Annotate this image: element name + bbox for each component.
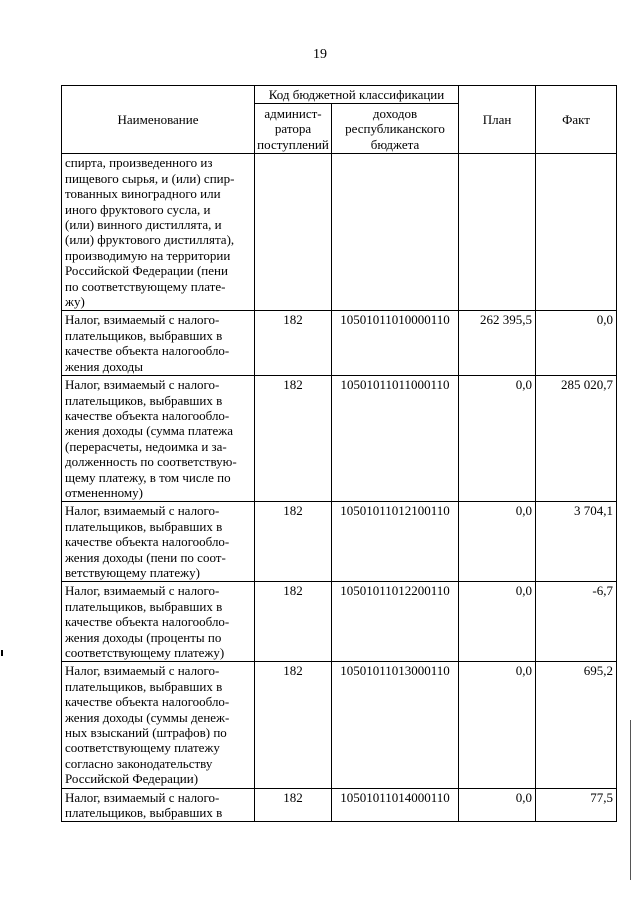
row-fact-cell: 77,5	[536, 788, 617, 822]
row-name-cell: спирта, произведенного из пищевого сырья, и (или) спир- тованных виноградного или иного фруктового сусла, и (или) винного дистиллята, и (или) фруктового дистиллята), производимую на территории Российской Федерации (пени по соответствующему плате- жу)	[62, 154, 255, 311]
row-name-cell: Налог, взимаемый с налого- плательщиков, выбравших в качестве объекта налогообло- жения доходы (сумма платежа (перерасчеты, недоимка и за- долженность по соответствую- щему платежу, в том числе по отмененному)	[62, 376, 255, 502]
table-row	[62, 582, 617, 662]
row-admin-code-cell: 182	[255, 788, 332, 822]
row-income-code-cell: 10501011013000110	[332, 662, 459, 788]
row-admin-code-cell	[255, 154, 332, 311]
row-fact-cell: 695,2	[536, 662, 617, 788]
row-fact-cell: 285 020,7	[536, 376, 617, 502]
row-plan-cell: 262 395,5	[459, 311, 536, 376]
row-fact-cell: 3 704,1	[536, 502, 617, 582]
row-fact-cell: 0,0	[536, 311, 617, 376]
table-row	[62, 662, 617, 788]
header-plan: План	[459, 86, 536, 154]
row-plan-cell: 0,0	[459, 376, 536, 502]
row-income-code-cell: 10501011012100110	[332, 502, 459, 582]
row-plan-cell: 0,0	[459, 788, 536, 822]
page-number: 19	[313, 47, 327, 62]
row-income-code-cell: 10501011011000110	[332, 376, 459, 502]
row-name-cell: Налог, взимаемый с налого- плательщиков, выбравших в	[62, 788, 255, 822]
row-fact-cell: -6,7	[536, 582, 617, 662]
row-plan-cell: 0,0	[459, 502, 536, 582]
table-row	[62, 788, 617, 822]
row-plan-cell	[459, 154, 536, 311]
budget-table	[61, 85, 617, 822]
row-income-code-cell: 10501011014000110	[332, 788, 459, 822]
row-income-code-cell	[332, 154, 459, 311]
row-plan-cell: 0,0	[459, 662, 536, 788]
row-admin-code-cell: 182	[255, 662, 332, 788]
scan-edge-line	[630, 720, 631, 880]
margin-mark	[1, 650, 3, 656]
row-fact-cell	[536, 154, 617, 311]
header-admin: админист- ратора поступлений	[255, 104, 332, 154]
header-fact: Факт	[536, 86, 617, 154]
header-name: Наименование	[62, 86, 255, 154]
row-name-cell: Налог, взимаемый с налого- плательщиков, выбравших в качестве объекта налогообло- жения доходы (пени по соот- ветствующему платежу)	[62, 502, 255, 582]
table-row	[62, 502, 617, 582]
row-admin-code-cell: 182	[255, 502, 332, 582]
header-income: доходов республиканского бюджета	[332, 104, 459, 154]
row-name-cell: Налог, взимаемый с налого- плательщиков, выбравших в качестве объекта налогообло- жения доходы (проценты по соответствующему платежу)	[62, 582, 255, 662]
row-income-code-cell: 10501011012200110	[332, 582, 459, 662]
row-plan-cell: 0,0	[459, 582, 536, 662]
row-admin-code-cell: 182	[255, 311, 332, 376]
row-income-code-cell: 10501011010000110	[332, 311, 459, 376]
header-budget-code: Код бюджетной классификации	[255, 86, 459, 104]
row-admin-code-cell: 182	[255, 582, 332, 662]
table-row	[62, 311, 617, 376]
row-name-cell: Налог, взимаемый с налого- плательщиков, выбравших в качестве объекта налогообло- жения доходы	[62, 311, 255, 376]
row-admin-code-cell: 182	[255, 376, 332, 502]
row-name-cell: Налог, взимаемый с налого- плательщиков, выбравших в качестве объекта налогообло- жения доходы (суммы денеж- ных взысканий (штрафов) по соответствующему платежу согласно законодательству Российской Федерации)	[62, 662, 255, 788]
table-row	[62, 154, 617, 311]
table-row	[62, 376, 617, 502]
